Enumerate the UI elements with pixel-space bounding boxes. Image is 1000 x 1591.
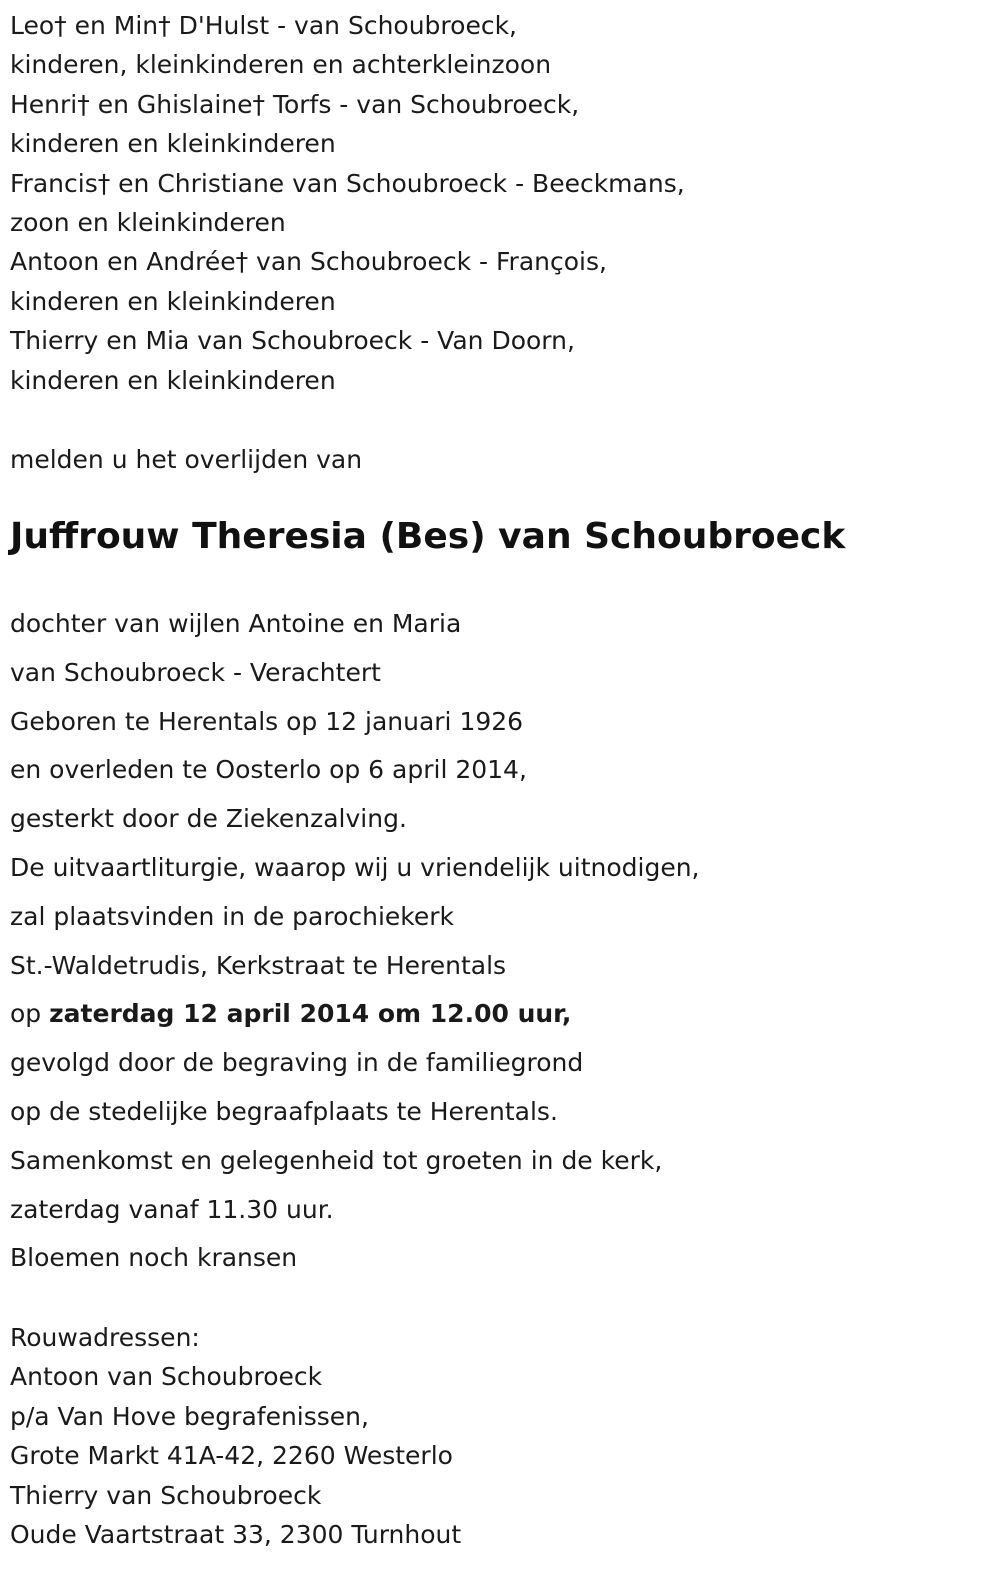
address-line: Oude Vaartstraat 33, 2300 Turnhout (10, 1519, 462, 1549)
detail-line: zal plaatsvinden in de parochiekerk (10, 901, 455, 931)
family-line: Leo† en Min† D'Hulst - van Schoubroeck, (10, 11, 517, 40)
family-line: kinderen, kleinkinderen en achterkleinzoon (10, 50, 552, 80)
family-line: zoon en kleinkinderen (10, 207, 286, 237)
service-prefix: op (10, 999, 42, 1029)
detail-line: Bloemen noch kransen (10, 1243, 298, 1273)
family-line: kinderen en kleinkinderen (10, 286, 336, 316)
deceased-name: Juffrouw Theresia (Bes) van Schoubroeck (10, 516, 846, 557)
addresses-block (10, 1318, 461, 1554)
address-line: Antoon van Schoubroeck (10, 1362, 323, 1392)
family-line: kinderen en kleinkinderen (10, 365, 336, 395)
details-block (10, 600, 700, 1283)
detail-line: op de stedelijke begraafplaats te Herentals. (10, 1096, 558, 1126)
service-datetime: zaterdag 12 april 2014 om 12.00 uur, (49, 999, 572, 1029)
detail-line: De uitvaartliturgie, waarop wij u vriendelijk uitnodigen, (10, 852, 700, 882)
address-line: Grote Markt 41A-42, 2260 Westerlo (10, 1441, 453, 1471)
detail-line: Samenkomst en gelegenheid tot groeten in de kerk, (10, 1145, 663, 1175)
detail-line: dochter van wijlen Antoine en Maria (10, 609, 462, 638)
service-datetime-line (10, 990, 700, 1039)
address-line: Thierry van Schoubroeck (10, 1480, 322, 1510)
detail-line: en overleden te Oosterlo op 6 april 2014, (10, 755, 527, 785)
detail-line: gesterkt door de Ziekenzalving. (10, 804, 407, 834)
family-line: Henri† en Ghislaine† Torfs - van Schoubroeck, (10, 89, 580, 119)
detail-line: zaterdag vanaf 11.30 uur. (10, 1194, 334, 1224)
family-line: Antoon en Andrée† van Schoubroeck - François, (10, 247, 607, 277)
announcement-text: melden u het overlijden van (10, 445, 363, 474)
detail-line: St.-Waldetrudis, Kerkstraat te Herentals (10, 950, 507, 980)
family-list (10, 6, 685, 400)
family-line: kinderen en kleinkinderen (10, 129, 336, 159)
address-line: p/a Van Hove begrafenissen, (10, 1401, 369, 1431)
family-line: Thierry en Mia van Schoubroeck - Van Doorn, (10, 326, 575, 356)
detail-line: gevolgd door de begraving in de familiegrond (10, 1048, 584, 1078)
addresses-heading: Rouwadressen: (10, 1323, 200, 1352)
family-line: Francis† en Christiane van Schoubroeck - Beeckmans, (10, 168, 685, 198)
detail-line: Geboren te Herentals op 12 januari 1926 (10, 706, 524, 736)
detail-line: van Schoubroeck - Verachtert (10, 657, 381, 687)
